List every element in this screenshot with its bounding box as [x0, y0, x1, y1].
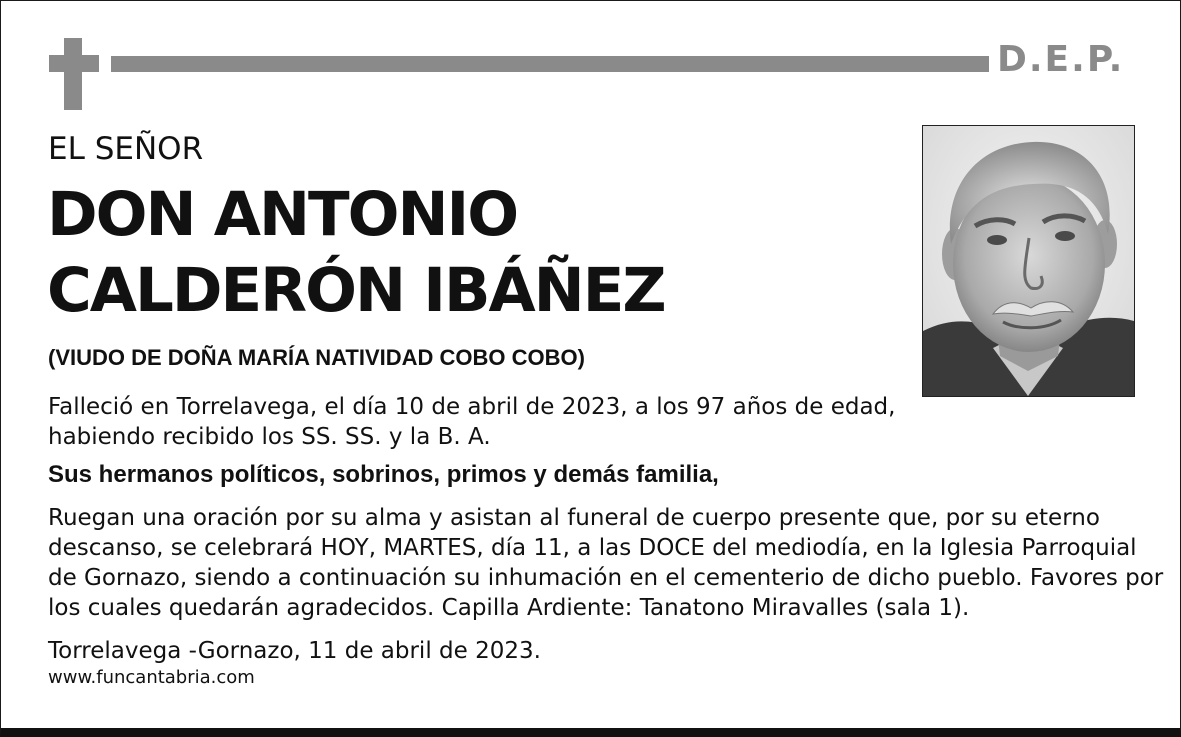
death-line-1: Falleció en Torrelavega, el día 10 de abril de 2023, a los 97 años de edad,: [48, 394, 896, 420]
name-line-1: DON ANTONIO: [47, 179, 518, 250]
funeral-details: [48, 503, 1163, 623]
honorific-prefix: EL SEÑOR: [48, 131, 204, 167]
widow-note: (VIUDO DE DOÑA MARÍA NATIVIDAD COBO COBO): [48, 345, 585, 370]
website-link[interactable]: www.funcantabria.com: [48, 667, 255, 688]
place-date: Torrelavega -Gornazo, 11 de abril de 2023.: [48, 638, 541, 664]
name-line-2: CALDERÓN IBÁÑEZ: [47, 255, 665, 326]
death-line-2: habiendo recibido los SS. SS. y la B. A.: [48, 424, 491, 450]
header-rule: [111, 56, 989, 72]
body-line-2: descanso, se celebrará HOY, MARTES, día 11, a las DOCE del mediodía, en la Iglesia Parroquial: [48, 535, 1137, 561]
body-line-4: los cuales quedarán agradecidos. Capilla Ardiente: Tanatono Miravalles (sala 1).: [48, 595, 970, 621]
body-line-1: Ruegan una oración por su alma y asistan al funeral de cuerpo presente que, por su eterno: [48, 505, 1100, 531]
family-line: Sus hermanos políticos, sobrinos, primos y demás familia,: [48, 461, 719, 488]
deceased-name: [47, 177, 665, 329]
dep-label: D.E.P.: [997, 39, 1125, 80]
death-details: [48, 392, 895, 452]
cross-icon: [49, 38, 99, 110]
body-line-3: de Gornazo, siendo a continuación su inhumación en el cementerio de dicho pueblo. Favores por: [48, 565, 1164, 591]
portrait-photo: [922, 125, 1135, 397]
